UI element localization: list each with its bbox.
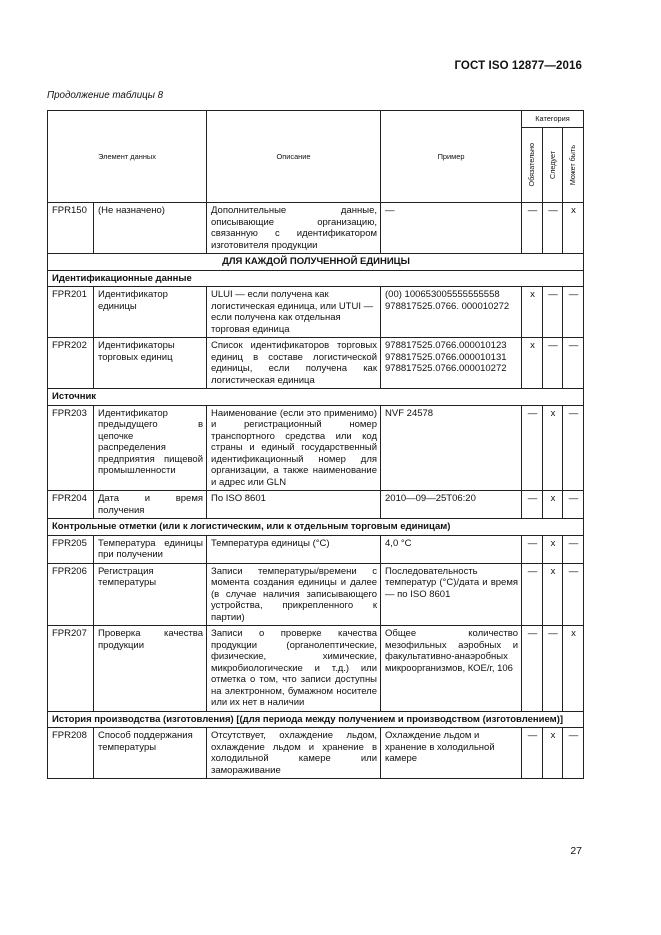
row-code: FPR201 — [48, 287, 94, 338]
row-mandatory: — — [522, 626, 543, 712]
row-may: — — [563, 287, 584, 338]
row-description: Дополнительные данные, описывающие организацию, связанную с идентификатором изготовителя продукции — [207, 203, 381, 254]
row-may: x — [563, 626, 584, 712]
row-name: Идентификатор единицы — [94, 287, 207, 338]
table-row — [48, 287, 584, 338]
col-header-description: Описание — [207, 111, 381, 203]
row-example: Общее количество мезофильных аэробных и факультативно-анаэробных микроорганизмов, КОЕ/г, 106 — [381, 626, 522, 712]
row-description: Температура единицы (°C) — [207, 535, 381, 563]
row-code: FPR206 — [48, 563, 94, 626]
col-header-element: Элемент данных — [48, 111, 207, 203]
section-row — [48, 519, 584, 536]
row-mandatory: x — [522, 287, 543, 338]
col-header-may: Может быть — [563, 128, 584, 203]
row-example: (00) 100653005555555558 978817525.0766. 000010272 — [381, 287, 522, 338]
table-caption: Продолжение таблицы 8 — [47, 90, 164, 101]
row-may: — — [563, 405, 584, 491]
row-name: Температура единицы при получении — [94, 535, 207, 563]
row-should: — — [543, 287, 563, 338]
section-row — [48, 270, 584, 287]
row-mandatory: — — [522, 563, 543, 626]
row-code: FPR204 — [48, 491, 94, 519]
row-example: 4,0 °C — [381, 535, 522, 563]
row-code: FPR202 — [48, 338, 94, 389]
row-example: 2010—09—25T06:20 — [381, 491, 522, 519]
row-code: FPR207 — [48, 626, 94, 712]
row-should: — — [543, 338, 563, 389]
row-should: x — [543, 491, 563, 519]
row-example: Охлаждение льдом и хранение в холодильной камере — [381, 728, 522, 779]
row-mandatory: — — [522, 535, 543, 563]
row-name: Идентификаторы торговых единиц — [94, 338, 207, 389]
row-name: Дата и время получения — [94, 491, 207, 519]
row-should: — — [543, 203, 563, 254]
section-row — [48, 389, 584, 406]
table-row — [48, 338, 584, 389]
row-mandatory: — — [522, 203, 543, 254]
row-description: Список идентификаторов торговых единиц в составе логистической единицы, если получена как логистическая единица — [207, 338, 381, 389]
row-example: Последовательность температур (°C)/дата и время — по ISO 8601 — [381, 563, 522, 626]
table-row — [48, 405, 584, 491]
row-should: x — [543, 563, 563, 626]
row-description: ULUI — если получена как логистическая единица, или UTUI — если получена как отдельная торговая единица — [207, 287, 381, 338]
table-row — [48, 563, 584, 626]
row-name: (Не назначено) — [94, 203, 207, 254]
section-each-unit: ДЛЯ КАЖДОЙ ПОЛУЧЕННОЙ ЕДИНИЦЫ — [48, 254, 584, 271]
row-may: x — [563, 203, 584, 254]
row-mandatory: — — [522, 728, 543, 779]
row-code: FPR203 — [48, 405, 94, 491]
col-header-should: Следует — [543, 128, 563, 203]
col-header-example: Пример — [381, 111, 522, 203]
row-may: — — [563, 491, 584, 519]
row-should: — — [543, 626, 563, 712]
table-row — [48, 203, 584, 254]
row-description: Записи о проверке качества продукции (органолептические, физические, химические, микробиологические и т.д.) или отметка о том, что записи доступны на электронном, бумажном носителе или их нет в наличии — [207, 626, 381, 712]
table-row — [48, 728, 584, 779]
row-example: — — [381, 203, 522, 254]
row-code: FPR150 — [48, 203, 94, 254]
section-row — [48, 711, 584, 728]
row-may: — — [563, 728, 584, 779]
row-name: Способ поддержания температуры — [94, 728, 207, 779]
row-name: Идентификатор предыдущего в цепочке распределения предприятия пищевой промышленности — [94, 405, 207, 491]
row-should: x — [543, 405, 563, 491]
row-description: Отсутствует, охлаждение льдом, охлаждение льдом и хранение в холодильной камере или замораживание — [207, 728, 381, 779]
col-header-category: Категория — [522, 111, 584, 128]
page-number: 27 — [570, 845, 582, 857]
table-row — [48, 626, 584, 712]
data-table — [47, 110, 584, 779]
section-ident: Идентификационные данные — [48, 270, 584, 287]
row-example: NVF 24578 — [381, 405, 522, 491]
row-mandatory: x — [522, 338, 543, 389]
row-should: x — [543, 535, 563, 563]
row-name: Проверка качества продукции — [94, 626, 207, 712]
row-may: — — [563, 563, 584, 626]
row-description: Наименование (если это применимо) и регистрационный номер транспортного средства или код страны и единый государственный идентификационный номер для организации, а также наименование и адрес или GLN — [207, 405, 381, 491]
col-header-mandatory: Обязательно — [522, 128, 543, 203]
table-row — [48, 535, 584, 563]
table-row — [48, 491, 584, 519]
row-mandatory: — — [522, 491, 543, 519]
row-description: По ISO 8601 — [207, 491, 381, 519]
section-history: История производства (изготовления) [(для периода между получением и производством (изготовлением)] — [48, 711, 584, 728]
section-control: Контрольные отметки (или к логистическим, или к отдельным торговым единицам) — [48, 519, 584, 536]
row-example: 978817525.0766.000010123 978817525.0766.000010131 978817525.0766.000010272 — [381, 338, 522, 389]
section-row — [48, 254, 584, 271]
row-may: — — [563, 338, 584, 389]
row-code: FPR205 — [48, 535, 94, 563]
section-source: Источник — [48, 389, 584, 406]
row-should: x — [543, 728, 563, 779]
standard-header: ГОСТ ISO 12877—2016 — [454, 60, 582, 72]
row-name: Регистрация температуры — [94, 563, 207, 626]
row-description: Записи температуры/времени с момента создания единицы и далее (в случае наличия записывающего устройства, прикрепленного к партии) — [207, 563, 381, 626]
row-may: — — [563, 535, 584, 563]
row-code: FPR208 — [48, 728, 94, 779]
row-mandatory: — — [522, 405, 543, 491]
